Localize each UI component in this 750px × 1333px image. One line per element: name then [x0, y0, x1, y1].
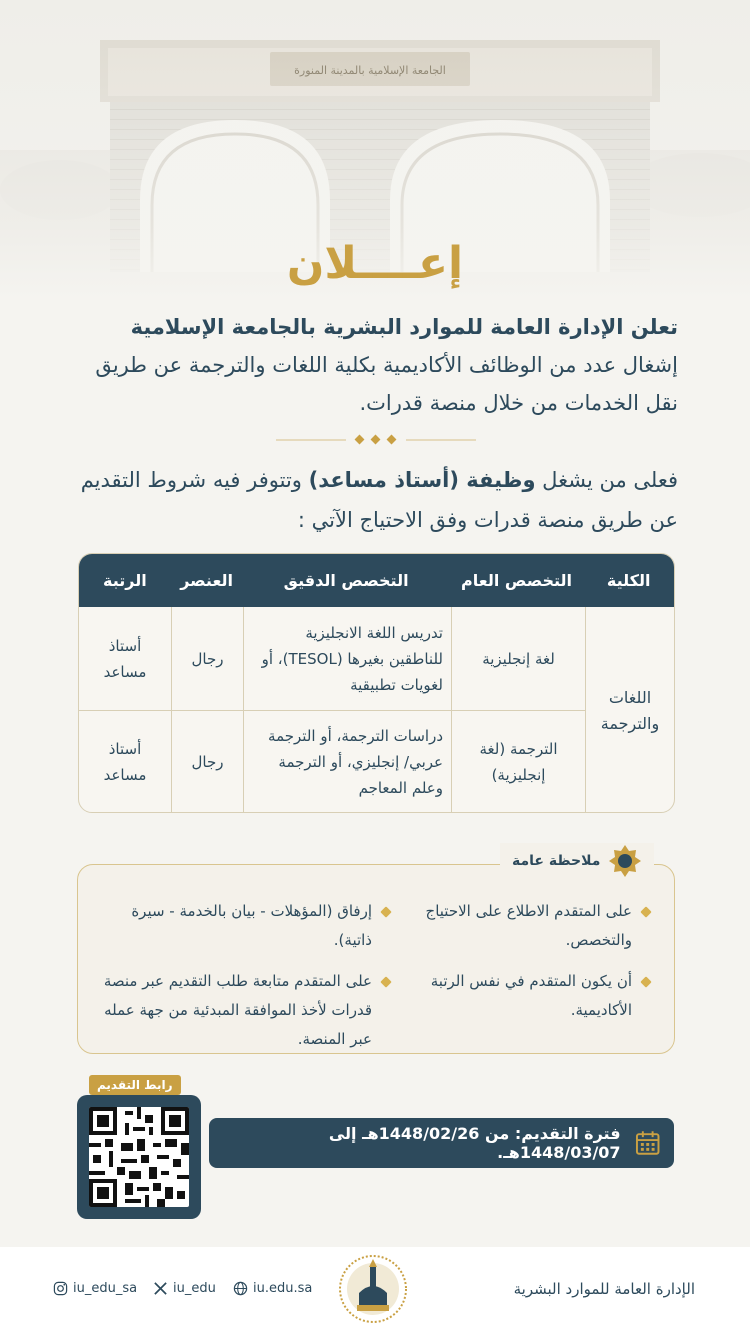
x-link[interactable]: [153, 1281, 216, 1296]
x-handle-text: iu_edu: [173, 1281, 216, 1296]
intro-body: إشغال عدد من الوظائف الأكاديمية بكلية اللغات والترجمة عن طريق نقل الخدمات من خلال منصة قدرات.: [95, 353, 678, 415]
note-item: على المتقدم متابعة طلب التقديم عبر منصة قدرات لأخذ الموافقة المبدئية من جهة عمله عبر المنصة.: [90, 967, 390, 1054]
condition-after: وتتوفر فيه شروط التقديم عن طريق منصة قدرات وفق الاحتياج الآتي :: [80, 468, 678, 532]
specific-specialty-cell: دراسات الترجمة، أو الترجمة عربي/ إنجليزي، أو الترجمة وعلم المعاجم: [243, 711, 451, 813]
header-rank: الرتبة: [103, 571, 147, 590]
table-header: [79, 554, 674, 607]
rank-cell: أستاذ مساعد: [103, 740, 147, 784]
header-college: الكلية: [606, 571, 651, 590]
ornament-divider: [276, 430, 476, 450]
condition-before: فعلى من يشغل: [535, 468, 678, 492]
intro-lead: تعلن الإدارة العامة للموارد البشرية بالجامعة الإسلامية: [130, 315, 678, 339]
header-specific-specialty: التخصص الدقيق: [283, 571, 409, 590]
college-cell: اللغات والترجمة: [585, 607, 674, 813]
qr-code[interactable]: [77, 1095, 201, 1219]
star-badge-icon: [608, 844, 642, 878]
table-row: [79, 607, 585, 710]
gender-cell: رجال: [171, 711, 243, 813]
specific-specialty-cell: تدريس اللغة الانجليزية للناطقين بغيرها (TESOL)، أو لغويات تطبيقية: [243, 607, 451, 710]
condition-emphasis: وظيفة (أستاذ مساعد): [308, 468, 536, 492]
intro-paragraph: [72, 308, 678, 422]
x-logo-icon: [153, 1281, 168, 1296]
gender-cell: رجال: [171, 607, 243, 710]
instagram-link[interactable]: [53, 1281, 137, 1296]
calendar-icon: [635, 1130, 660, 1156]
qr-code-icon: [89, 1107, 189, 1207]
note-item: على المتقدم الاطلاع على الاحتياج والتخصص.: [425, 897, 650, 955]
website-text: iu.edu.sa: [253, 1281, 313, 1296]
globe-icon: [233, 1281, 248, 1296]
table-rows: [79, 607, 585, 813]
footer: [0, 1247, 750, 1333]
condition-paragraph: [72, 460, 678, 540]
header-gender: العنصر: [180, 571, 233, 590]
university-logo: [337, 1253, 409, 1327]
table-row: [79, 710, 585, 813]
instagram-handle-text: iu_edu_sa: [73, 1281, 138, 1296]
general-specialty-cell: الترجمة (لغة إنجليزية): [451, 711, 585, 813]
notes-box: [77, 864, 675, 1054]
footer-department: الإدارة العامة للموارد البشرية: [513, 1280, 695, 1298]
note-item: أن يكون المتقدم في نفس الرتبة الأكاديمية.: [425, 967, 650, 1025]
apply-link-label[interactable]: رابط التقديم: [89, 1075, 181, 1095]
general-specialty-cell: لغة إنجليزية: [451, 607, 585, 710]
notes-title-text: ملاحظة عامة: [512, 853, 601, 869]
notes-title: [500, 843, 654, 879]
website-link[interactable]: [233, 1281, 312, 1296]
header-general-specialty: التخصص العام: [461, 571, 573, 590]
note-item: إرفاق (المؤهلات - بيان بالخدمة - سيرة ذاتية).: [90, 897, 390, 955]
rank-cell: أستاذ مساعد: [103, 636, 147, 681]
application-period-banner: [209, 1118, 674, 1168]
application-period-text: فترة التقديم: من 1448/02/26هـ إلى 1448/03/07هـ.: [328, 1124, 621, 1162]
page-title: إعــــلان: [286, 238, 464, 289]
requirements-table: [78, 553, 675, 813]
table-body: [79, 607, 674, 813]
instagram-icon: [53, 1281, 68, 1296]
